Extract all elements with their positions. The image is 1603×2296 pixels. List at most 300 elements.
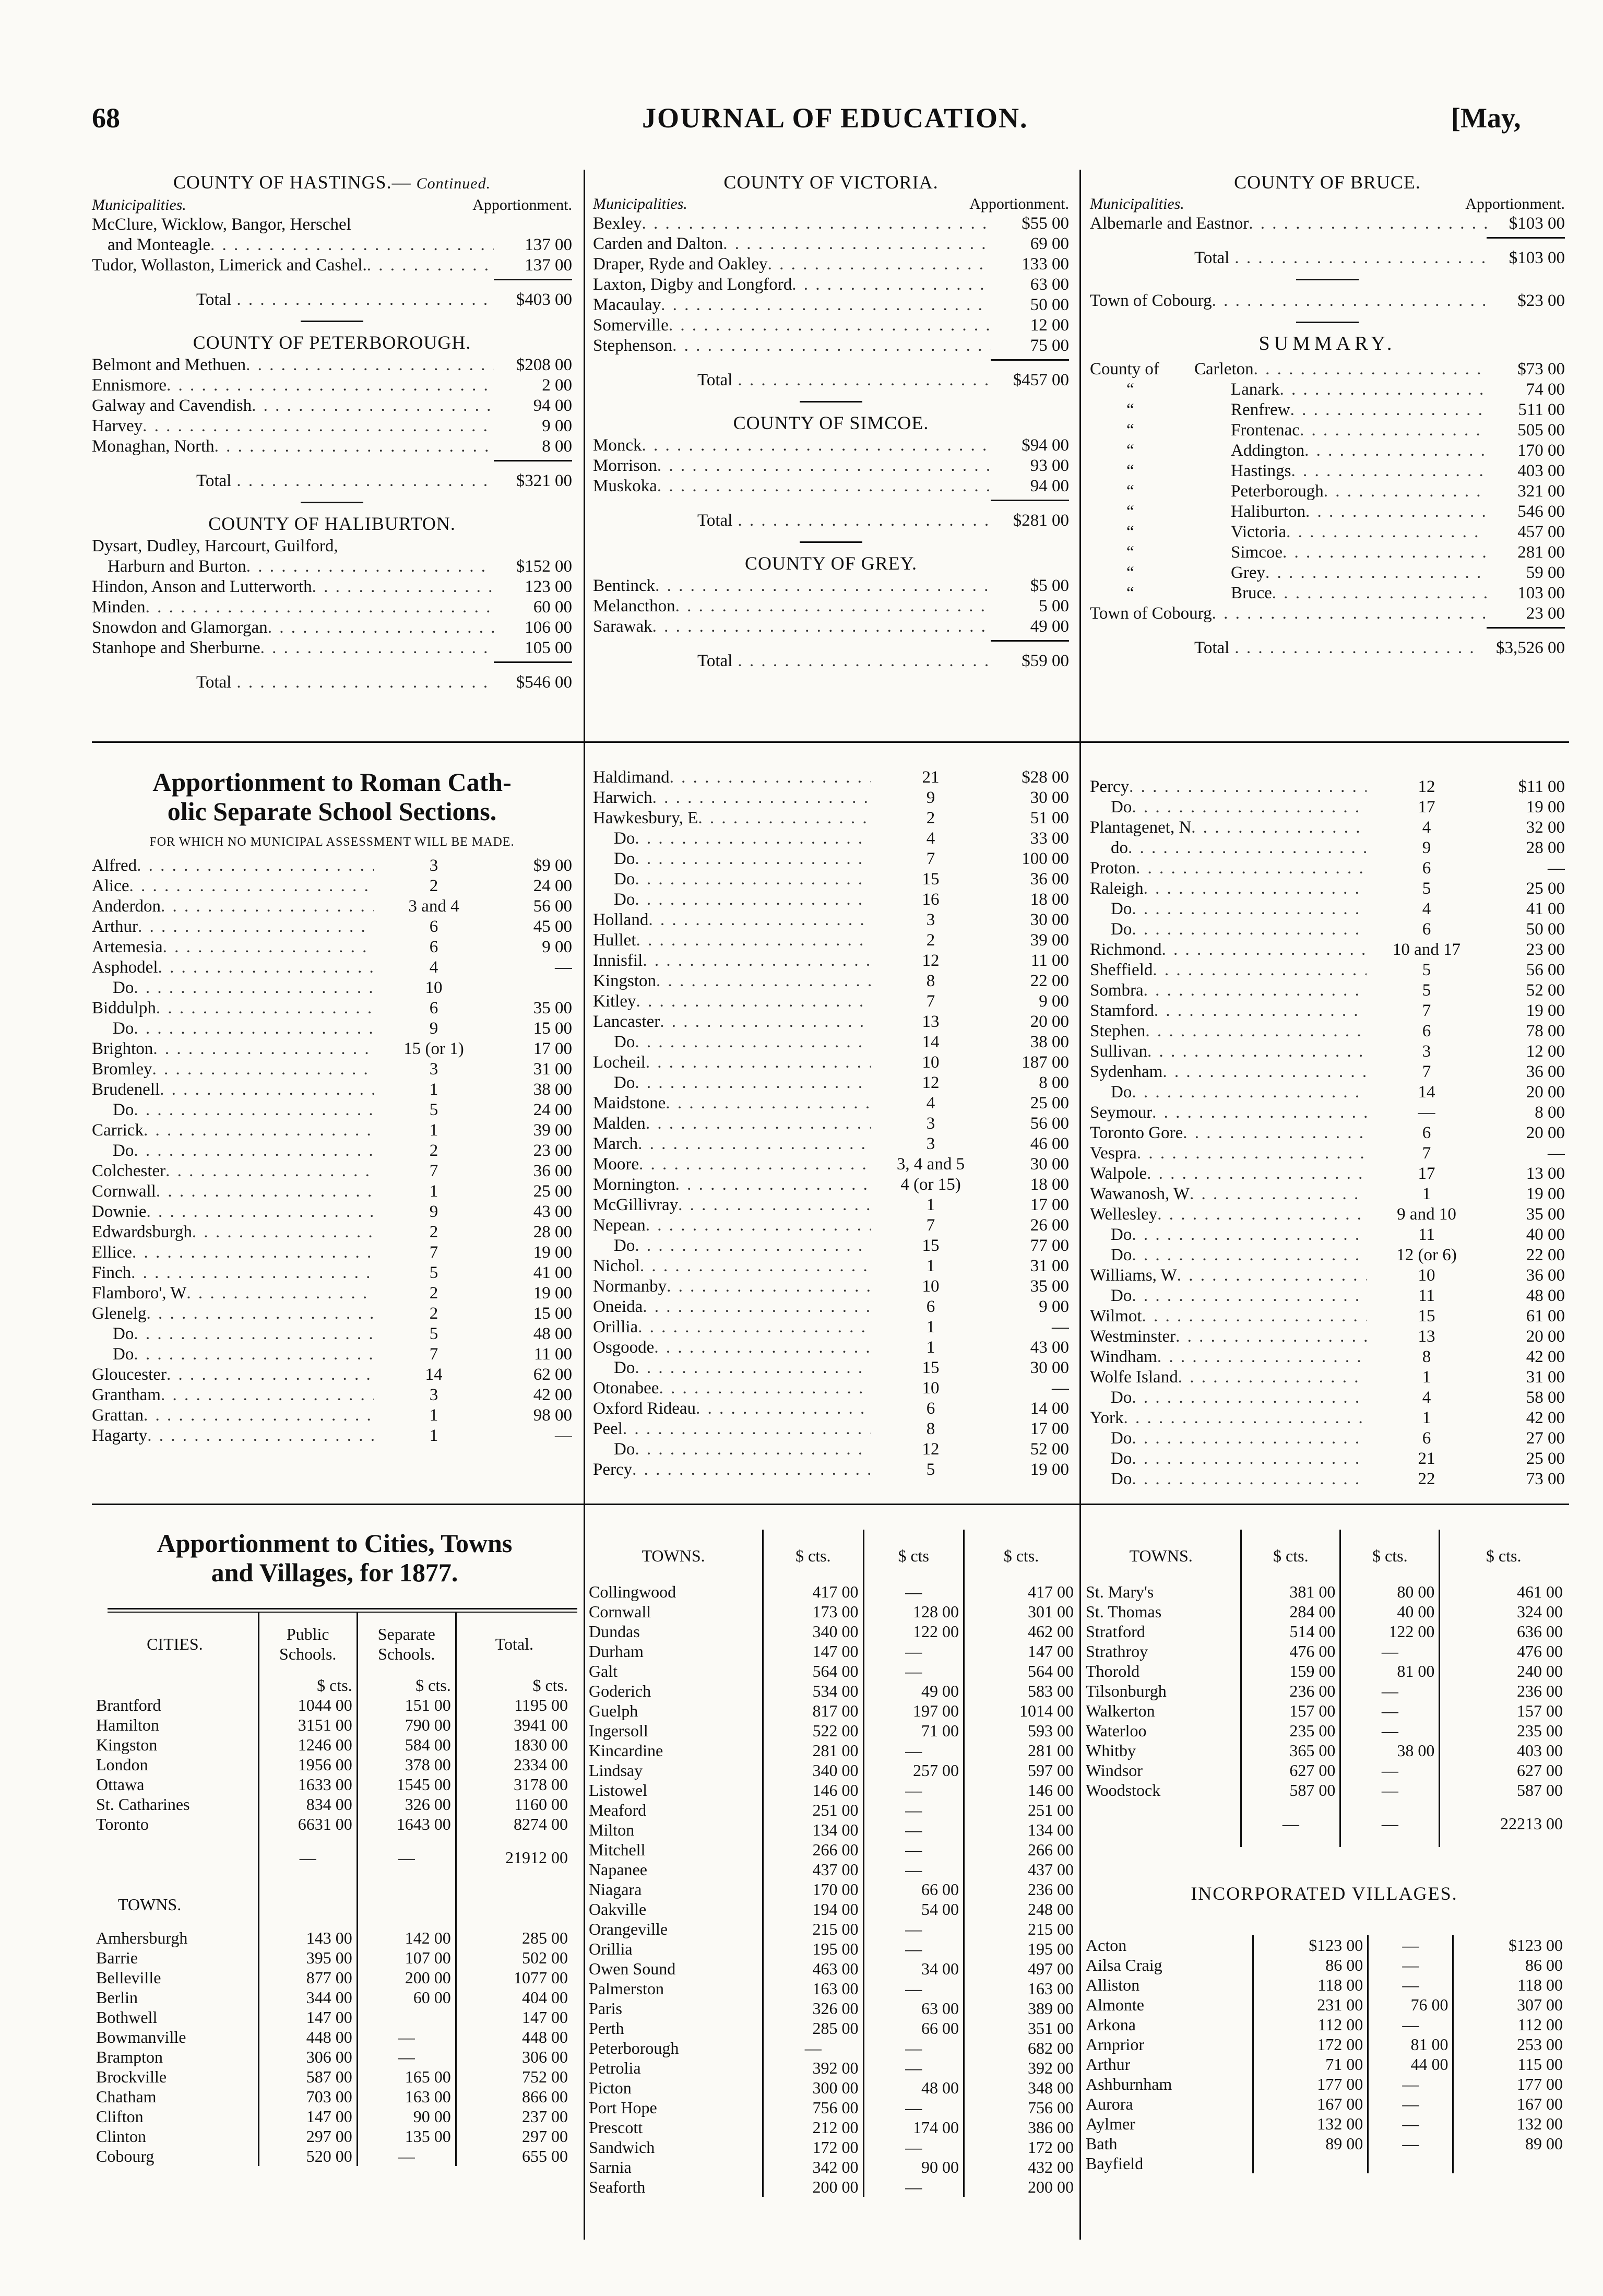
table-row bbox=[92, 2106, 572, 2126]
rc-rows-2 bbox=[593, 767, 1069, 1480]
item-amount: 25 00 bbox=[1526, 879, 1565, 898]
item-section: 2 bbox=[429, 1304, 438, 1323]
item-name: Osgoode bbox=[593, 1338, 655, 1357]
list-item bbox=[593, 829, 1069, 849]
row-value: 266 00 bbox=[763, 1840, 863, 1860]
item-amount: 56 00 bbox=[533, 897, 572, 916]
item-section: 9 bbox=[429, 1019, 438, 1038]
item-section: 1 bbox=[1422, 1409, 1431, 1427]
row-name: Barrie bbox=[96, 1948, 138, 1967]
item-section: 4 bbox=[1422, 818, 1431, 837]
item-amount: $208 00 bbox=[516, 356, 572, 374]
row-value: 163 00 bbox=[357, 2087, 456, 2106]
list-item bbox=[92, 1324, 572, 1344]
list-item bbox=[1090, 1306, 1565, 1327]
cities-col-public: Public Schools. bbox=[258, 1613, 357, 1675]
towns3-section bbox=[1082, 1530, 1567, 2173]
item-section: 5 bbox=[429, 1100, 438, 1119]
list-item bbox=[92, 876, 572, 896]
row-value: 564 00 bbox=[763, 1661, 863, 1681]
list-item bbox=[593, 1460, 1069, 1480]
row-value: 437 00 bbox=[964, 1860, 1078, 1879]
item-section: 2 bbox=[926, 931, 935, 950]
item-name: Do bbox=[1111, 1286, 1132, 1305]
row-value: 200 00 bbox=[763, 2177, 863, 2197]
summary-prefix: “ bbox=[1126, 502, 1134, 521]
item-amount: 56 00 bbox=[1526, 961, 1565, 979]
table-row bbox=[585, 1959, 1078, 1979]
row-value: 1160 00 bbox=[456, 1794, 572, 1814]
row-value: 122 00 bbox=[863, 1622, 964, 1641]
row-value: 497 00 bbox=[964, 1959, 1078, 1979]
rc-col-2 bbox=[593, 767, 1069, 1480]
table-row bbox=[585, 1939, 1078, 1959]
list-item bbox=[92, 1344, 572, 1365]
list-item bbox=[593, 1032, 1069, 1052]
row-value: 514 00 bbox=[1241, 1622, 1340, 1641]
item-section: 1 bbox=[1422, 1185, 1431, 1203]
summary-amount: 457 00 bbox=[1517, 523, 1565, 541]
row-value: 682 00 bbox=[964, 2038, 1078, 2058]
row-value: 34 00 bbox=[863, 1959, 964, 1979]
towns2-section bbox=[585, 1530, 1078, 2197]
list-item bbox=[593, 1134, 1069, 1154]
summary-county: Hastings bbox=[1231, 461, 1291, 480]
item-name: Vespra bbox=[1090, 1144, 1137, 1163]
list-item bbox=[1090, 1408, 1565, 1428]
item-name: Bexley bbox=[593, 214, 642, 233]
summary-county: Frontenac bbox=[1231, 421, 1300, 440]
grey-title: COUNTY OF GREY. bbox=[744, 553, 918, 574]
list-item bbox=[1090, 818, 1565, 838]
table-row bbox=[92, 1695, 572, 1715]
item-section: 5 bbox=[926, 1460, 935, 1479]
row-name: Sandwich bbox=[589, 2138, 655, 2157]
summary-amount: 546 00 bbox=[1517, 502, 1565, 521]
row-value: 236 00 bbox=[1241, 1681, 1340, 1701]
item-amount: 5 00 bbox=[1039, 597, 1069, 616]
hastings-section bbox=[92, 172, 572, 693]
summary-amount: 59 00 bbox=[1526, 563, 1565, 582]
row-name: Prescott bbox=[589, 2118, 643, 2137]
list-item bbox=[92, 1202, 572, 1222]
item-section: 6 bbox=[1422, 859, 1431, 878]
row-value: 235 00 bbox=[1241, 1721, 1340, 1741]
haliburton-title: COUNTY OF HALIBURTON. bbox=[208, 513, 456, 534]
row-name: Hamilton bbox=[96, 1715, 159, 1734]
list-item bbox=[593, 1195, 1069, 1215]
table-row bbox=[1082, 1741, 1567, 1760]
item-name: Gloucester bbox=[92, 1365, 167, 1384]
table-row bbox=[92, 1928, 572, 1948]
table-row bbox=[585, 1622, 1078, 1641]
table-row bbox=[92, 1774, 572, 1794]
table-row bbox=[92, 2007, 572, 2027]
item-amount: 9 00 bbox=[542, 938, 572, 956]
item-name: Do bbox=[1111, 1246, 1132, 1264]
list-item bbox=[92, 978, 572, 998]
row-value: 151 00 bbox=[357, 1695, 456, 1715]
row-value: 703 00 bbox=[258, 2087, 357, 2106]
item-name: Draper, Ryde and Oakley bbox=[593, 255, 768, 274]
item-name: Monck bbox=[593, 436, 642, 455]
list-item bbox=[593, 1256, 1069, 1276]
row-value: — bbox=[863, 1661, 964, 1681]
item-section: 3 bbox=[926, 910, 935, 929]
item-section: 6 bbox=[429, 999, 438, 1017]
item-section: 12 bbox=[922, 1073, 940, 1092]
list-item bbox=[92, 1222, 572, 1242]
item-name: Seymour bbox=[1090, 1103, 1153, 1122]
column-divider-1 bbox=[584, 170, 585, 1621]
bruce-title: COUNTY OF BRUCE. bbox=[1234, 172, 1421, 193]
item-section: 6 bbox=[1422, 920, 1431, 939]
item-name: Hawkesbury, E bbox=[593, 809, 698, 827]
list-item bbox=[593, 1338, 1069, 1358]
row-value: — bbox=[1368, 2074, 1453, 2094]
issue-month: [May, bbox=[1451, 102, 1521, 134]
row-name: Durham bbox=[589, 1642, 644, 1661]
item-amount: 42 00 bbox=[1526, 1347, 1565, 1366]
row-name: Brantford bbox=[96, 1696, 161, 1714]
item-name: Alice bbox=[92, 877, 129, 895]
list-item bbox=[92, 1426, 572, 1446]
item-amount: 24 00 bbox=[533, 1100, 572, 1119]
row-value: — bbox=[1340, 1780, 1440, 1800]
bruce-rows bbox=[1090, 214, 1565, 234]
row-value: 817 00 bbox=[763, 1701, 863, 1721]
row-value: — bbox=[1368, 2114, 1453, 2134]
list-item bbox=[593, 869, 1069, 890]
item-name: Belmont and Methuen bbox=[92, 356, 246, 374]
row-value: 301 00 bbox=[964, 1602, 1078, 1622]
row-name: Walkerton bbox=[1086, 1701, 1155, 1720]
summary-county: Town of Cobourg bbox=[1090, 604, 1212, 623]
item-amount: 25 00 bbox=[1030, 1094, 1069, 1113]
item-amount: 20 00 bbox=[1526, 1083, 1565, 1102]
item-name: Do bbox=[1111, 1449, 1132, 1468]
row-name: Mitchell bbox=[589, 1840, 646, 1859]
item-name: Cornwall bbox=[92, 1182, 156, 1201]
item-section: 3 and 4 bbox=[408, 897, 459, 916]
item-amount: 56 00 bbox=[1030, 1114, 1069, 1133]
row-value: 118 00 bbox=[1253, 1975, 1368, 1995]
summary-row bbox=[1090, 380, 1565, 400]
list-item bbox=[92, 1019, 572, 1039]
item-name: Do bbox=[1111, 1470, 1132, 1488]
row-value: 8274 00 bbox=[456, 1814, 572, 1834]
item-name: Edwardsburgh bbox=[92, 1223, 192, 1241]
summary-county: Carleton bbox=[1194, 360, 1254, 378]
item-amount: 28 00 bbox=[1526, 838, 1565, 857]
row-value: 1044 00 bbox=[258, 1695, 357, 1715]
item-section: 9 and 10 bbox=[1397, 1205, 1456, 1224]
item-section: 6 bbox=[1422, 1123, 1431, 1142]
item-section: 17 bbox=[1418, 798, 1435, 816]
item-section: 14 bbox=[425, 1365, 443, 1384]
row-name: Bowmanville bbox=[96, 2028, 186, 2046]
item-name: Percy bbox=[593, 1460, 633, 1479]
row-value: 6631 00 bbox=[258, 1814, 357, 1834]
row-value: 170 00 bbox=[763, 1879, 863, 1899]
item-amount: 42 00 bbox=[1526, 1409, 1565, 1427]
list-item bbox=[1090, 1367, 1565, 1388]
list-item bbox=[593, 991, 1069, 1012]
row-value: 236 00 bbox=[1440, 1681, 1567, 1701]
item-amount: 36 00 bbox=[533, 1162, 572, 1180]
list-item bbox=[92, 1405, 572, 1426]
item-amount: 20 00 bbox=[1526, 1327, 1565, 1346]
list-item bbox=[593, 1175, 1069, 1195]
row-value: 752 00 bbox=[456, 2067, 572, 2087]
list-item bbox=[1090, 1225, 1565, 1245]
row-value: — bbox=[863, 1582, 964, 1602]
item-name: Hagarty bbox=[92, 1426, 148, 1445]
item-section: 1 bbox=[429, 1121, 438, 1140]
list-item bbox=[593, 576, 1069, 596]
summary-amount: 103 00 bbox=[1517, 584, 1565, 602]
item-amount: 14 00 bbox=[1030, 1399, 1069, 1418]
item-section: 2 bbox=[429, 1223, 438, 1241]
row-value: 146 00 bbox=[964, 1780, 1078, 1800]
item-name: Wilmot bbox=[1090, 1307, 1142, 1325]
list-item bbox=[593, 1236, 1069, 1256]
row-value: — bbox=[863, 1979, 964, 1998]
row-value: — bbox=[863, 1780, 964, 1800]
item-name: Brighton bbox=[92, 1039, 153, 1058]
row-value: 636 00 bbox=[1440, 1622, 1567, 1641]
row-value: 3178 00 bbox=[456, 1774, 572, 1794]
row-value: 81 00 bbox=[1340, 1661, 1440, 1681]
item-amount: 8 00 bbox=[542, 437, 572, 456]
row-value: — bbox=[863, 2177, 964, 2197]
summary-row bbox=[1090, 481, 1565, 502]
row-value: 76 00 bbox=[1368, 1995, 1453, 2015]
item-amount: 19 00 bbox=[1526, 1001, 1565, 1020]
item-amount: 133 00 bbox=[1022, 255, 1069, 274]
list-item bbox=[92, 856, 572, 876]
rc-title: Apportionment to Roman Cath- olic Separate School Sections. bbox=[152, 767, 512, 826]
summary-amount: 23 00 bbox=[1526, 604, 1565, 623]
list-item bbox=[593, 767, 1069, 788]
item-name: Do bbox=[1111, 900, 1132, 918]
row-value: 417 00 bbox=[763, 1582, 863, 1602]
summary-row bbox=[1090, 603, 1565, 624]
list-item bbox=[92, 1161, 572, 1181]
item-section: 2 bbox=[429, 877, 438, 895]
item-amount: 36 00 bbox=[1526, 1062, 1565, 1081]
summary-prefix: “ bbox=[1126, 421, 1134, 440]
item-section: 2 bbox=[429, 1141, 438, 1160]
item-name: Snowdon and Glamorgan bbox=[92, 618, 268, 637]
item-amount: 40 00 bbox=[1526, 1225, 1565, 1244]
list-item bbox=[92, 235, 572, 255]
column-divider-4 bbox=[1079, 1519, 1081, 2240]
list-item bbox=[1090, 1347, 1565, 1367]
item-amount: 46 00 bbox=[1030, 1134, 1069, 1153]
row-value: 584 00 bbox=[357, 1735, 456, 1755]
item-name: Muskoka bbox=[593, 477, 657, 495]
row-value: 1830 00 bbox=[456, 1735, 572, 1755]
item-section: 12 bbox=[922, 951, 940, 970]
row-value: $123 00 bbox=[1453, 1935, 1567, 1955]
item-name: Nichol bbox=[593, 1257, 640, 1275]
item-amount: 30 00 bbox=[1030, 788, 1069, 807]
table-row bbox=[92, 1794, 572, 1814]
row-value: — bbox=[1368, 1975, 1453, 1995]
item-amount: 43 00 bbox=[1030, 1338, 1069, 1357]
list-item bbox=[92, 396, 572, 416]
row-value: — bbox=[1368, 2094, 1453, 2114]
row-value: 437 00 bbox=[763, 1860, 863, 1879]
item-name: Do bbox=[614, 1358, 635, 1377]
item-amount: 42 00 bbox=[533, 1386, 572, 1404]
item-section: 8 bbox=[1422, 1347, 1431, 1366]
row-name: Guelph bbox=[589, 1701, 638, 1720]
item-section: 8 bbox=[926, 1419, 935, 1438]
list-item bbox=[92, 1263, 572, 1283]
item-amount: 31 00 bbox=[533, 1060, 572, 1079]
item-section: 1 bbox=[1422, 1368, 1431, 1387]
table-row bbox=[1082, 2015, 1567, 2034]
summary-row bbox=[1090, 542, 1565, 563]
victoria-total: Total . . . $457 00 bbox=[593, 370, 1069, 390]
item-section: 1 bbox=[926, 1257, 935, 1275]
row-name: Goderich bbox=[589, 1682, 651, 1700]
row-value: 404 00 bbox=[456, 1987, 572, 2007]
list-item bbox=[593, 1419, 1069, 1439]
item-amount: 28 00 bbox=[533, 1223, 572, 1241]
summary-amount: 505 00 bbox=[1517, 421, 1565, 440]
table-row bbox=[585, 2177, 1078, 2197]
row-value: 593 00 bbox=[964, 1721, 1078, 1741]
table-row bbox=[585, 1899, 1078, 1919]
item-name: Monaghan, North bbox=[92, 437, 215, 456]
item-section: 1 bbox=[429, 1182, 438, 1201]
summary-rows bbox=[1090, 359, 1565, 624]
item-section: 4 bbox=[926, 1094, 935, 1113]
item-name: Richmond bbox=[1090, 940, 1162, 959]
item-section: 15 bbox=[922, 1358, 940, 1377]
row-name: Amhersburgh bbox=[96, 1928, 188, 1947]
list-item bbox=[92, 1365, 572, 1385]
item-amount: 9 00 bbox=[542, 417, 572, 435]
item-name: Holland bbox=[593, 910, 649, 929]
list-item bbox=[1090, 980, 1565, 1001]
list-item bbox=[1090, 940, 1565, 960]
list-item bbox=[593, 336, 1069, 356]
item-section: 8 bbox=[926, 972, 935, 990]
row-name: Dundas bbox=[589, 1622, 640, 1641]
table-row bbox=[1082, 1641, 1567, 1661]
item-amount: — bbox=[555, 1426, 572, 1445]
list-item bbox=[92, 998, 572, 1019]
table-row bbox=[585, 1741, 1078, 1760]
item-amount: $103 00 bbox=[1509, 214, 1565, 233]
row-name: Kincardine bbox=[589, 1741, 663, 1760]
table-row bbox=[92, 2027, 572, 2047]
row-value: 112 00 bbox=[1253, 2015, 1368, 2034]
row-value: 215 00 bbox=[763, 1919, 863, 1939]
item-amount: 12 00 bbox=[1526, 1042, 1565, 1061]
item-name: Harvey bbox=[92, 417, 143, 435]
row-value: 476 00 bbox=[1241, 1641, 1340, 1661]
summary-prefix: “ bbox=[1126, 482, 1134, 501]
item-amount: 22 00 bbox=[1526, 1246, 1565, 1264]
row-name: Kingston bbox=[96, 1735, 158, 1754]
row-name: Port Hope bbox=[589, 2098, 657, 2117]
row-name: Bothwell bbox=[96, 2008, 158, 2027]
table-row bbox=[585, 1701, 1078, 1721]
table-row bbox=[1082, 1780, 1567, 1800]
item-name: Grattan bbox=[92, 1406, 144, 1425]
item-section: 10 bbox=[1418, 1266, 1435, 1285]
table-row bbox=[92, 1715, 572, 1735]
item-amount: 43 00 bbox=[533, 1202, 572, 1221]
item-name: Alfred bbox=[92, 856, 137, 875]
row-name: Stratford bbox=[1086, 1622, 1145, 1641]
villages-title: INCORPORATED VILLAGES. bbox=[1191, 1883, 1458, 1904]
row-value: — bbox=[357, 2027, 456, 2047]
item-name: Westminster bbox=[1090, 1327, 1176, 1346]
row-value: 432 00 bbox=[964, 2157, 1078, 2177]
list-item bbox=[1090, 777, 1565, 797]
row-value: — bbox=[863, 2137, 964, 2157]
row-name: Woodstock bbox=[1086, 1781, 1161, 1800]
table-row bbox=[1082, 1955, 1567, 1975]
table-row bbox=[92, 2047, 572, 2067]
list-item bbox=[92, 1100, 572, 1120]
item-name: York bbox=[1090, 1409, 1124, 1427]
row-value: 173 00 bbox=[763, 1602, 863, 1622]
item-amount: 19 00 bbox=[533, 1284, 572, 1303]
item-name: Melancthon bbox=[593, 597, 675, 616]
item-amount: 106 00 bbox=[525, 618, 572, 637]
item-amount: 38 00 bbox=[533, 1080, 572, 1099]
summary-prefix: “ bbox=[1126, 461, 1134, 480]
item-name: Windham bbox=[1090, 1347, 1157, 1366]
row-value: 627 00 bbox=[1440, 1760, 1567, 1780]
row-name: Peterborough bbox=[589, 2039, 679, 2057]
table-row bbox=[1082, 1681, 1567, 1701]
item-section: 5 bbox=[1422, 961, 1431, 979]
item-amount: 19 00 bbox=[1526, 798, 1565, 816]
section-divider-2 bbox=[92, 1504, 1569, 1505]
table-row bbox=[585, 2078, 1078, 2098]
summary-prefix: “ bbox=[1126, 563, 1134, 582]
row-value: — bbox=[863, 1860, 964, 1879]
row-value: — bbox=[1340, 1701, 1440, 1721]
row-value: 248 00 bbox=[964, 1899, 1078, 1919]
table-row bbox=[585, 2098, 1078, 2117]
table-row bbox=[585, 1860, 1078, 1879]
item-name: Orillia bbox=[593, 1318, 638, 1336]
item-name: Carrick bbox=[92, 1121, 144, 1140]
item-amount: 36 00 bbox=[1526, 1266, 1565, 1285]
list-item bbox=[92, 416, 572, 436]
row-value: 44 00 bbox=[1368, 2054, 1453, 2074]
item-name: March bbox=[593, 1134, 638, 1153]
row-value: 66 00 bbox=[863, 2018, 964, 2038]
row-name: Petrolia bbox=[589, 2058, 641, 2077]
row-value bbox=[1253, 2153, 1368, 2173]
table-row bbox=[1082, 2034, 1567, 2054]
table-row bbox=[1082, 2074, 1567, 2094]
list-item bbox=[92, 536, 572, 557]
item-name: Laxton, Digby and Longford bbox=[593, 275, 792, 294]
journal-title: JOURNAL OF EDUCATION. bbox=[642, 102, 1028, 134]
summary-amount: 74 00 bbox=[1526, 380, 1565, 399]
